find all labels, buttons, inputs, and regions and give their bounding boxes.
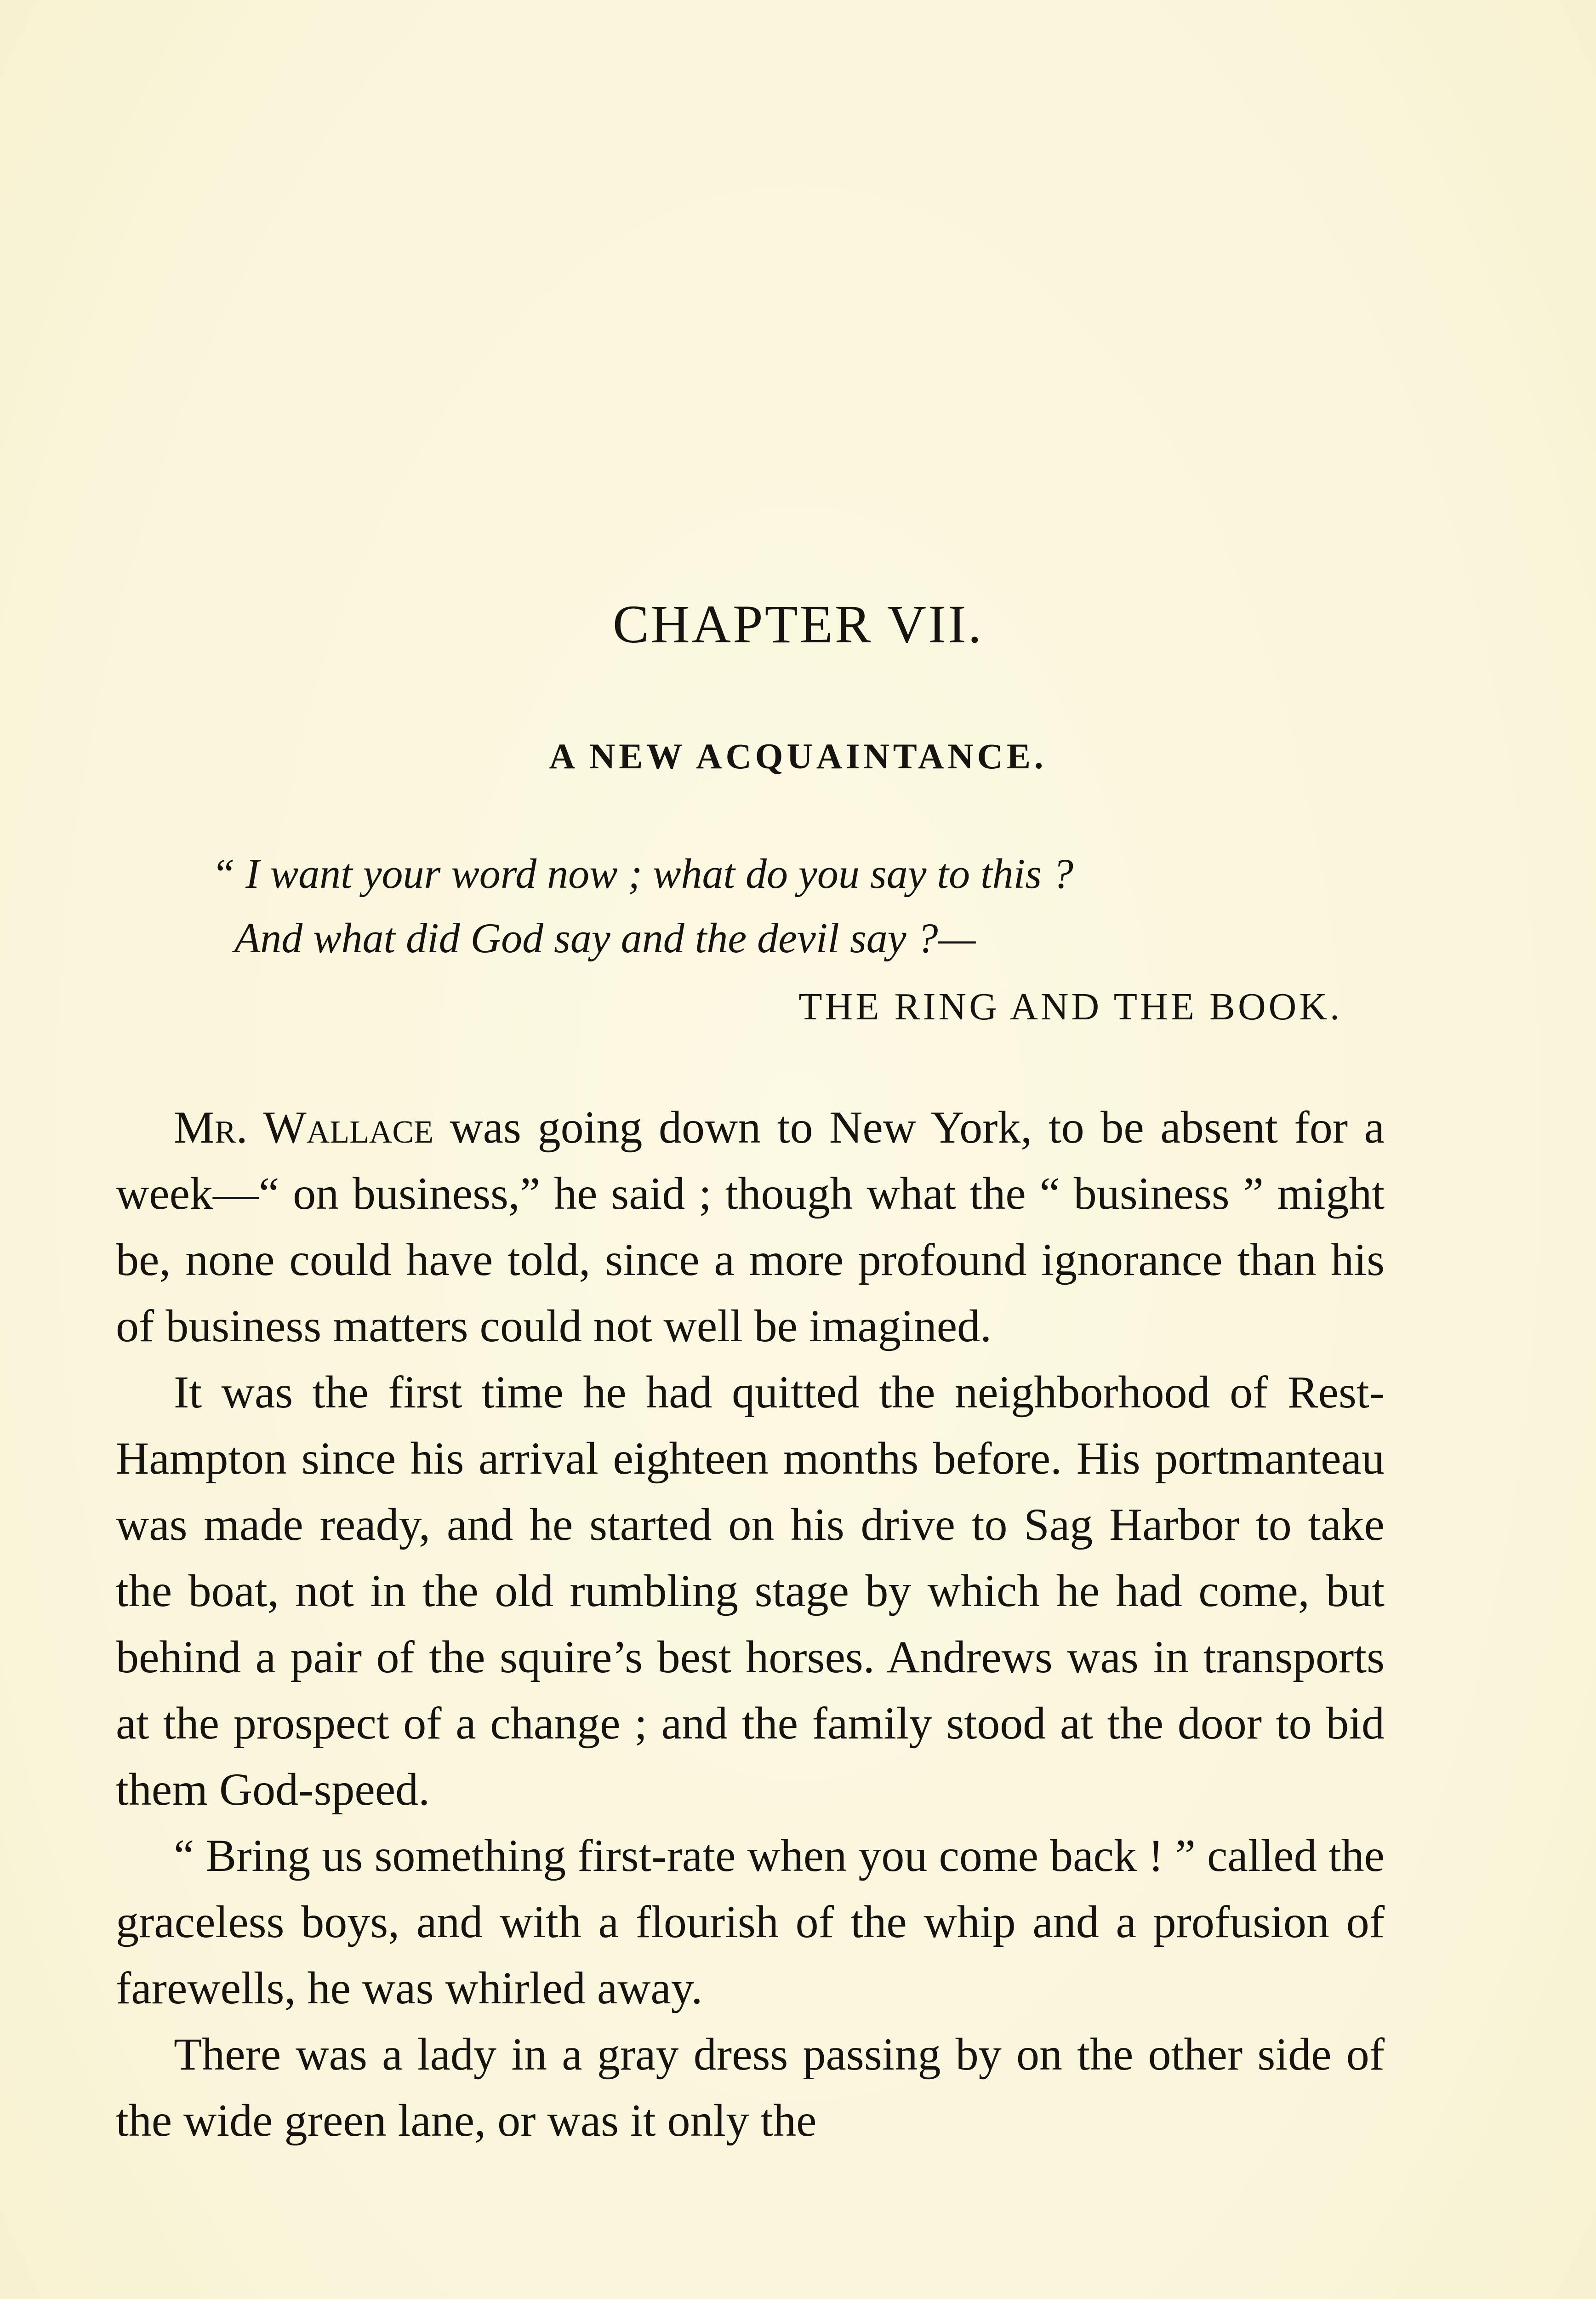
epigraph: [211, 841, 1342, 1039]
chapter-title: CHAPTER VII.: [612, 594, 984, 654]
epigraph-line-1: “ I want your word now ; what do you say to this ?: [211, 850, 1073, 897]
paragraph-4: There was a lady in a gray dress passing by on the other side of the wide green lane, or was it only the: [116, 2029, 1385, 2146]
body-text: [116, 1094, 1385, 2154]
chapter-subtitle: A NEW ACQUAINTANCE.: [549, 736, 1047, 776]
paragraph-2: It was the first time he had quitted the neighborhood of Rest-Hampton since his arrival eighteen months before. His portmanteau was made ready, and he started on his drive to Sag Harbor to take the boat, not in the old rumbling stage by which he had come, but behind a pair of the squire’s best horses. Andrews was in transports at the prospect of a change ; and the family stood at the door to bid them God-speed.: [116, 1367, 1385, 1815]
paragraph-1-text: was going down to New York, to be absent for a week—“ on business,” he said ; though what the “ business ” might be, none could have told, since a more profound ignorance than his of business matters could not well be imagined.: [116, 1102, 1385, 1351]
epigraph-line-2: And what did God say and the devil say ?—: [234, 915, 976, 961]
paragraph-1: [116, 1094, 1385, 1359]
paragraph-1-name: Mr. Wallace: [174, 1102, 433, 1153]
paragraph-3: “ Bring us something first-rate when you come back ! ” called the graceless boys, and with a flourish of the whip and a profusion of farewells, he was whirled away.: [116, 1830, 1385, 2013]
epigraph-source: THE RING AND THE BOOK.: [798, 985, 1342, 1028]
